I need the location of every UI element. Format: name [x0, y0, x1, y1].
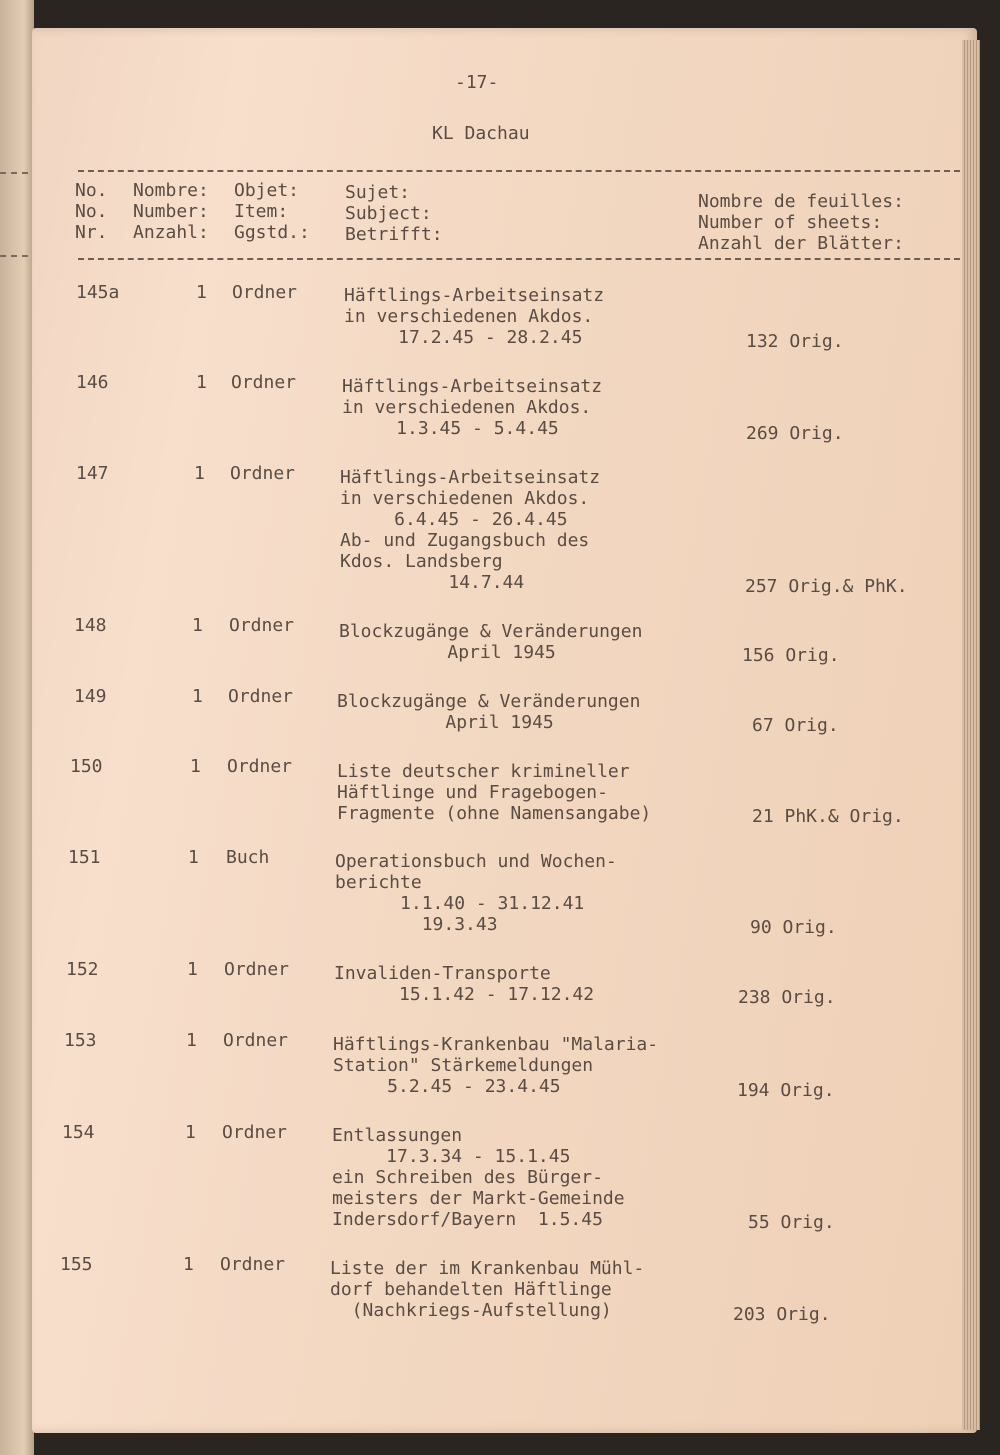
adjacent-page-edge	[0, 0, 34, 1455]
entry-count: 1	[186, 1030, 197, 1051]
header-count-fr: Nombre:	[133, 180, 209, 201]
entry-subject-line: (Nachkriegs-Aufstellung)	[330, 1300, 612, 1321]
entry-sheets: 194 Orig.	[737, 1080, 835, 1101]
entry-number: 154	[62, 1122, 95, 1143]
divider	[0, 172, 28, 174]
entry-subject-line: Ab- und Zugangsbuch des	[340, 530, 590, 551]
entry-subject-line: Operationsbuch und Wochen-	[335, 851, 617, 872]
entry-count: 1	[183, 1254, 194, 1275]
page-number: -17-	[455, 72, 499, 93]
entry-number: 145a	[76, 282, 120, 303]
entry-subject-line: in verschiedenen Akdos.	[340, 488, 590, 509]
entry-number: 152	[66, 959, 99, 980]
page-title: KL Dachau	[432, 123, 530, 144]
header-count-en: Number:	[133, 201, 209, 222]
entry-number: 155	[60, 1254, 93, 1275]
entry-subject-line: 1.1.40 - 31.12.41	[335, 893, 585, 914]
entry-object: Ordner	[222, 1122, 288, 1143]
header-object-fr: Objet:	[234, 180, 300, 201]
entry-subject-line: Blockzugänge & Veränderungen	[339, 621, 643, 642]
entry-subject-line: ein Schreiben des Bürger-	[332, 1167, 603, 1188]
header-no-en: No.	[75, 201, 108, 222]
entry-number: 151	[68, 847, 101, 868]
header-subject-de: Betrifft:	[345, 224, 443, 245]
entry-count: 1	[196, 282, 207, 303]
entry-subject-line: Liste deutscher krimineller	[337, 761, 630, 782]
entry-subject-line: Häftlinge und Fragebogen-	[337, 782, 608, 803]
header-object-de: Ggstd.:	[234, 222, 310, 243]
entry-sheets: 21 PhK.& Orig.	[752, 806, 904, 827]
entry-sheets: 203 Orig.	[733, 1304, 831, 1325]
entry-subject-line: Invaliden-Transporte	[334, 963, 551, 984]
entry-sheets: 257 Orig.& PhK.	[745, 576, 908, 597]
entry-sheets: 156 Orig.	[742, 645, 840, 666]
entry-sheets: 67 Orig.	[752, 715, 839, 736]
entry-object: Ordner	[229, 615, 295, 636]
entry-object: Ordner	[232, 282, 298, 303]
entry-subject-line: 5.2.45 - 23.4.45	[333, 1076, 561, 1097]
header-no-fr: No.	[75, 180, 108, 201]
header-rule-top	[78, 170, 960, 172]
entry-subject-line: 17.3.34 - 15.1.45	[332, 1146, 571, 1167]
header-sheets-en: Number of sheets:	[698, 212, 883, 233]
entry-subject-line: meisters der Markt-Gemeinde	[332, 1188, 625, 1209]
entry-subject-line: in verschiedenen Akdos.	[344, 306, 594, 327]
entry-count: 1	[187, 959, 198, 980]
entry-subject-line: 15.1.42 - 17.12.42	[334, 984, 595, 1005]
entry-number: 148	[74, 615, 107, 636]
header-subject-en: Subject:	[345, 203, 432, 224]
entry-count: 1	[185, 1122, 196, 1143]
entry-subject-line: in verschiedenen Akdos.	[342, 397, 592, 418]
header-subject-fr: Sujet:	[345, 182, 411, 203]
entry-object: Ordner	[227, 756, 293, 777]
entry-subject-line: dorf behandelten Häftlinge	[330, 1279, 612, 1300]
entry-subject-line: Station" Stärkemeldungen	[333, 1055, 594, 1076]
page-stack-edge	[962, 40, 980, 1430]
entry-subject-line: Entlassungen	[332, 1125, 463, 1146]
header-object-en: Item:	[234, 201, 289, 222]
entry-subject-line: April 1945	[337, 712, 554, 733]
entry-count: 1	[192, 615, 203, 636]
entry-subject-line: Häftlings-Arbeitseinsatz	[344, 285, 605, 306]
entry-sheets: 238 Orig.	[738, 987, 836, 1008]
entry-subject-line: Blockzugänge & Veränderungen	[337, 691, 641, 712]
entry-object: Ordner	[228, 686, 294, 707]
entry-object: Ordner	[231, 372, 297, 393]
entry-sheets: 132 Orig.	[746, 331, 844, 352]
entry-subject-line: Liste der im Krankenbau Mühl-	[330, 1258, 645, 1279]
entry-object: Buch	[226, 847, 270, 868]
entry-count: 1	[190, 756, 201, 777]
entry-subject-line: 17.2.45 - 28.2.45	[344, 327, 583, 348]
entry-count: 1	[196, 372, 207, 393]
entry-subject-line: Indersdorf/Bayern 1.5.45	[332, 1209, 603, 1230]
header-sheets-de: Anzahl der Blätter:	[698, 233, 904, 254]
entry-number: 150	[70, 756, 103, 777]
entry-object: Ordner	[230, 463, 296, 484]
entry-object: Ordner	[220, 1254, 286, 1275]
entry-subject-line: 6.4.45 - 26.4.45	[340, 509, 568, 530]
entry-subject-line: Häftlings-Arbeitseinsatz	[342, 376, 603, 397]
divider	[0, 255, 28, 257]
entry-number: 147	[76, 463, 109, 484]
entry-subject-line: 14.7.44	[340, 572, 525, 593]
header-sheets-fr: Nombre de feuilles:	[698, 191, 904, 212]
entry-subject-line: Fragmente (ohne Namensangabe)	[337, 803, 652, 824]
entry-count: 1	[192, 686, 203, 707]
entry-sheets: 90 Orig.	[750, 917, 837, 938]
entry-number: 149	[74, 686, 107, 707]
entry-sheets: 269 Orig.	[746, 423, 844, 444]
header-count-de: Anzahl:	[133, 222, 209, 243]
entry-object: Ordner	[224, 959, 290, 980]
entry-subject-line: April 1945	[339, 642, 556, 663]
entry-number: 153	[64, 1030, 97, 1051]
entry-subject-line: 1.3.45 - 5.4.45	[342, 418, 559, 439]
entry-sheets: 55 Orig.	[748, 1212, 835, 1233]
entry-count: 1	[194, 463, 205, 484]
entry-subject-line: berichte	[335, 872, 422, 893]
entry-subject-line: Häftlings-Krankenbau "Malaria-	[333, 1034, 659, 1055]
entry-object: Ordner	[223, 1030, 289, 1051]
header-no-de: Nr.	[75, 222, 108, 243]
entry-number: 146	[76, 372, 109, 393]
header-rule-bottom	[78, 258, 960, 260]
entry-subject-line: Kdos. Landsberg	[340, 551, 503, 572]
entry-count: 1	[188, 847, 199, 868]
entry-subject-line: Häftlings-Arbeitseinsatz	[340, 467, 601, 488]
entry-subject-line: 19.3.43	[335, 914, 498, 935]
